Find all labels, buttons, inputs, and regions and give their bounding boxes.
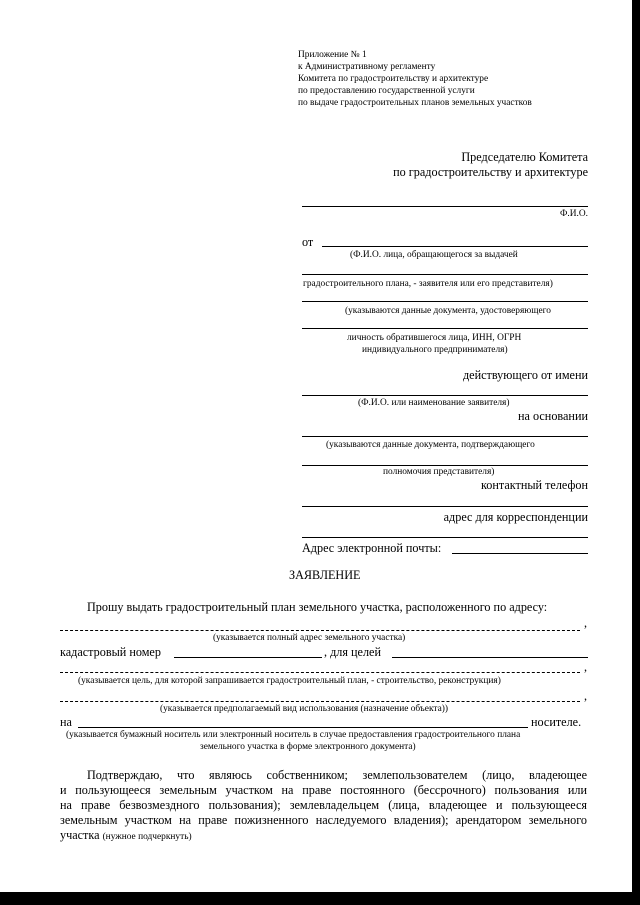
address-comma: , bbox=[584, 616, 588, 630]
address-hint: (указывается полный адрес земельного участка) bbox=[213, 633, 406, 643]
confirm-line-4: земельным участком на праве пожизненного наследуемого владения); арендатором земельного bbox=[60, 813, 587, 827]
acting-label: действующего от имени bbox=[462, 368, 588, 382]
confirm-line-2: и пользующееся земельным участком на праве постоянного (бессрочного) пользования или bbox=[60, 783, 587, 797]
purpose-line-2 bbox=[60, 672, 580, 673]
use-hint: (указывается предполагаемый вид использования (назначение объекта)) bbox=[160, 704, 448, 714]
id-doc-hint-2: личность обратившегося лица, ИНН, ОГРН bbox=[347, 333, 522, 343]
addressee-fio-label: Ф.И.О. bbox=[560, 209, 588, 219]
principal-hint: (Ф.И.О. или наименование заявителя) bbox=[358, 398, 510, 408]
plot-address-line bbox=[60, 630, 580, 631]
applicant-hint-2: градостроительного плана, - заявителя или его представителя) bbox=[303, 279, 553, 289]
carrier-suffix: носителе. bbox=[531, 715, 582, 729]
basis-label: на основании bbox=[518, 409, 588, 423]
underline-hint: (нужное подчеркнуть) bbox=[102, 832, 192, 842]
carrier-hint-1: (указывается бумажный носитель или электронный носитель в случае предоставления градостроительного плана bbox=[66, 730, 521, 740]
phone-line bbox=[302, 506, 588, 507]
addressee-line-1: Председателю Комитета bbox=[461, 150, 588, 164]
carrier-hint-2: земельного участка в форме электронного документа) bbox=[200, 742, 416, 752]
use-line bbox=[60, 701, 580, 702]
scan-edge-bottom bbox=[0, 892, 640, 905]
cadastral-number-line bbox=[174, 657, 322, 658]
request-text: Прошу выдать градостроительный план земельного участка, расположенного по адресу: bbox=[87, 600, 548, 614]
id-doc-hint-3: индивидуального предпринимателя) bbox=[362, 345, 508, 355]
document-title: ЗАЯВЛЕНИЕ bbox=[289, 568, 361, 582]
purpose-hint: (указывается цель, для которой запрашивается градостроительный план, - строительство, реконструкция) bbox=[78, 676, 501, 686]
basis-line-2 bbox=[302, 465, 588, 466]
cadastral-label: кадастровый номер bbox=[60, 645, 161, 659]
confirm-line-3: на праве безвозмездного пользования); землевладельцем (лица, владеющее и пользующееся bbox=[60, 798, 587, 812]
applicant-name-line bbox=[322, 246, 588, 247]
confirm-line-5 bbox=[60, 828, 192, 843]
applicant-hint-1: (Ф.И.О. лица, обращающегося за выдачей bbox=[350, 250, 518, 260]
basis-hint-2: полномочия представителя) bbox=[383, 467, 495, 477]
appendix-line-4: по предоставлению государственной услуги bbox=[298, 86, 475, 96]
email-label: Адрес электронной почты: bbox=[302, 541, 442, 555]
appendix-line-1: Приложение № 1 bbox=[298, 50, 367, 60]
phone-label: контактный телефон bbox=[480, 478, 588, 492]
confirm-plot-word: участка bbox=[60, 828, 100, 842]
carrier-line bbox=[78, 727, 528, 728]
id-doc-line-2 bbox=[302, 328, 588, 329]
confirm-line-1: Подтверждаю, что являюсь собственником; землепользователем (лицо, владеющее bbox=[87, 768, 587, 782]
basis-line bbox=[302, 436, 588, 437]
purpose-label: , для целей bbox=[324, 645, 381, 659]
email-line bbox=[452, 553, 588, 554]
scan-edge-right bbox=[632, 0, 640, 905]
addressee-name-line bbox=[302, 206, 588, 207]
from-label: от bbox=[302, 235, 314, 249]
use-comma: , bbox=[584, 689, 588, 703]
addressee-line-2: по градостроительству и архитектуре bbox=[393, 165, 588, 179]
purpose-line bbox=[392, 657, 588, 658]
appendix-line-5: по выдаче градостроительных планов земельных участков bbox=[298, 98, 532, 108]
appendix-line-2: к Административному регламенту bbox=[298, 62, 436, 72]
applicant-line-2 bbox=[302, 274, 588, 275]
appendix-line-3: Комитета по градостроительству и архитектуре bbox=[298, 74, 489, 84]
correspondence-address-label: адрес для корреспонденции bbox=[443, 510, 588, 524]
id-doc-line bbox=[302, 301, 588, 302]
correspondence-address-line bbox=[302, 537, 588, 538]
basis-hint-1: (указываются данные документа, подтверждающего bbox=[326, 440, 535, 450]
id-doc-hint-1: (указываются данные документа, удостоверяющего bbox=[345, 306, 551, 316]
carrier-prefix: на bbox=[60, 715, 72, 729]
purpose-comma: , bbox=[584, 660, 588, 674]
principal-line bbox=[302, 395, 588, 396]
